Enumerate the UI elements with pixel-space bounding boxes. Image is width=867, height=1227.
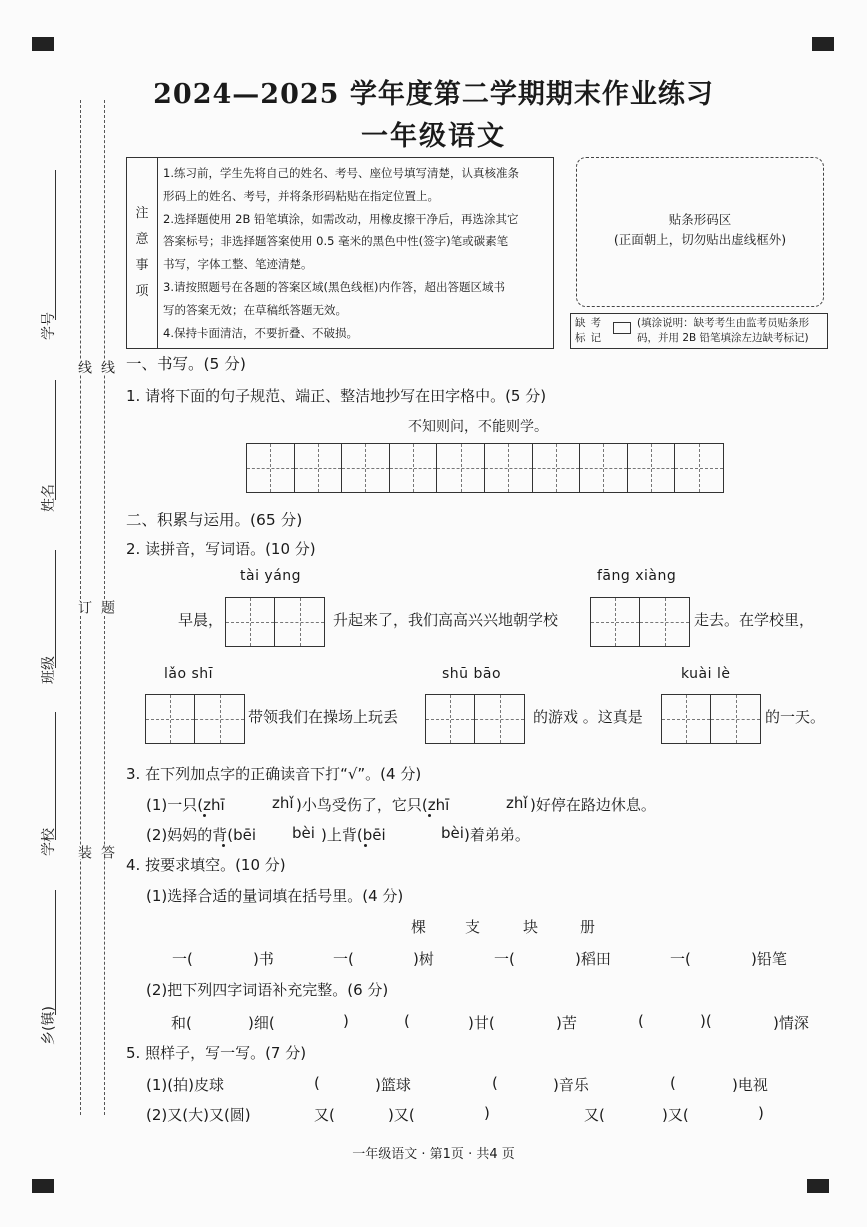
notice-label xyxy=(127,158,158,348)
corner-marker-top-left xyxy=(32,37,54,51)
fill-text: ( xyxy=(314,1074,320,1092)
tianzige-grid-q1[interactable] xyxy=(246,443,724,493)
answer-grid-kuaile[interactable] xyxy=(661,694,761,744)
fill-text: ) xyxy=(343,1012,349,1030)
fill-text: 一( xyxy=(670,950,691,968)
fill-text: ) xyxy=(758,1104,764,1122)
notice-box xyxy=(126,157,554,349)
fill-text: 和( xyxy=(171,1014,192,1032)
q3-item2-c: )上背(bēi xyxy=(321,826,386,844)
notice-line: 1.练习前，学生先将自己的姓名、考号、座位号填写清楚，认真核准条 xyxy=(163,166,519,180)
notice-line: 3.请按照题号在各题的答案区域(黑色线框)内作答，超出答题区域书 xyxy=(163,279,505,294)
fill-text: 又( xyxy=(314,1106,335,1124)
q3-item2-d: bèi xyxy=(441,824,464,842)
measure-word: 棵 xyxy=(411,918,427,936)
fill-text: )细( xyxy=(248,1014,275,1032)
q3-item1-d: zhǐ xyxy=(506,794,528,812)
q3-item2-a: (2)妈妈的背(bēi xyxy=(146,826,257,844)
fill-text: )甘( xyxy=(468,1014,495,1032)
margin-label-name: 姓名 xyxy=(41,484,57,512)
pinyin-kuaile: kuài lè xyxy=(681,666,731,682)
fill-text: )铅笔 xyxy=(751,950,787,968)
emphasis-dot xyxy=(203,814,206,817)
q3-item1-b: zhǐ xyxy=(272,794,294,812)
copy-sentence: 不知则问，不能则学。 xyxy=(408,419,548,435)
notice-label-char: 意 xyxy=(135,232,149,247)
margin-label-class: 班级 xyxy=(41,656,57,684)
margin-mark-staple: 订 xyxy=(76,600,92,614)
emphasis-dot xyxy=(428,814,431,817)
answer-grid-taiyang[interactable] xyxy=(225,597,325,647)
notice-line: 答案标号；非选择题答案使用 0.5 毫米的黑色中性(签字)笔或碳素笔 xyxy=(163,234,509,249)
notice-line: 4.保持卡面清洁，不要折叠、不破损。 xyxy=(163,325,358,340)
q5-example-1: (1)(拍)皮球 xyxy=(146,1076,224,1094)
section-2-heading: 二、积累与运用。(65 分) xyxy=(126,511,303,529)
fill-text: 一( xyxy=(333,950,354,968)
answer-grid-laoshi[interactable] xyxy=(145,694,245,744)
pinyin-fangxiang: fāng xiàng xyxy=(597,568,677,584)
fill-text: )又( xyxy=(662,1106,689,1124)
notice-label-char: 事 xyxy=(135,258,149,273)
measure-word: 块 xyxy=(523,918,539,936)
fill-text: ( xyxy=(670,1074,676,1092)
fill-text: )音乐 xyxy=(553,1076,589,1094)
fill-text: 一( xyxy=(494,950,515,968)
margin-blank-town xyxy=(55,890,56,1015)
margin-mark-line: 线 xyxy=(76,360,92,374)
q4-part1: (1)选择合适的量词填在括号里。(4 分) xyxy=(146,887,404,905)
q2-text-mid: 升起来了，我们高高兴兴地朝学校 xyxy=(333,611,559,629)
margin-blank-class xyxy=(55,550,56,668)
absent-mark-box xyxy=(570,313,828,349)
corner-marker-bottom-right xyxy=(807,1179,829,1193)
measure-word: 册 xyxy=(580,918,596,936)
notice-line: 书写，字体工整、笔迹清楚。 xyxy=(163,257,313,272)
barcode-note: (正面朝上，切勿贴出虚线框外) xyxy=(613,232,787,247)
q2-text-game: 的游戏 。这真是 xyxy=(533,708,643,726)
question-2: 2. 读拼音，写词语。(10 分) xyxy=(126,540,316,558)
answer-grid-shubao[interactable] xyxy=(425,694,525,744)
absent-note: (填涂说明：缺考考生由监考员贴条形码，并用 2B 铅笔填涂左边缺考标记) xyxy=(637,317,810,344)
fill-text: )树 xyxy=(413,950,434,968)
q3-item1-e: )好停在路边休息。 xyxy=(530,796,656,814)
margin-mark-answer: 答 xyxy=(99,845,115,859)
notice-label-char: 项 xyxy=(135,284,149,299)
q5-example-2: (2)又(大)又(圆) xyxy=(146,1106,251,1124)
fill-text: )( xyxy=(700,1012,712,1030)
margin-blank-school xyxy=(55,712,56,840)
fill-text: ( xyxy=(404,1012,410,1030)
fill-text: )电视 xyxy=(732,1076,768,1094)
absent-label: 缺考标记 xyxy=(575,317,606,344)
notice-items xyxy=(163,162,547,344)
question-1: 1. 请将下面的句子规范、端正、整洁地抄写在田字格中。(5 分) xyxy=(126,387,547,405)
fill-text: )又( xyxy=(388,1106,415,1124)
margin-label-student-id: 学号 xyxy=(41,312,57,340)
barcode-label: 贴条形码区 xyxy=(668,212,732,227)
pinyin-taiyang: tài yáng xyxy=(240,568,302,584)
q2-text-morning: 早晨， xyxy=(178,611,224,629)
notice-line: 写的答案无效；在草稿纸答题无效。 xyxy=(163,302,347,317)
margin-mark-line-2: 线 xyxy=(99,360,115,374)
q3-item2-e: )着弟弟。 xyxy=(464,826,530,844)
fill-text: )篮球 xyxy=(375,1076,411,1094)
fill-text: )苦 xyxy=(556,1014,577,1032)
margin-label-school: 学校 xyxy=(41,828,57,856)
emphasis-dot xyxy=(364,844,367,847)
margin-blank-name xyxy=(55,380,56,500)
notice-line: 2.选择题使用 2B 铅笔填涂，如需改动，用橡皮擦干净后，再选涂其它 xyxy=(163,211,519,226)
q3-item1-a: (1)一只(zhī xyxy=(146,796,225,814)
emphasis-dot xyxy=(222,844,225,847)
margin-label-town: 乡(镇) xyxy=(41,1006,57,1045)
barcode-area xyxy=(576,157,824,307)
pinyin-laoshi: lǎo shī xyxy=(164,666,214,682)
pinyin-shubao: shū bāo xyxy=(442,666,502,682)
margin-blank-student-id xyxy=(55,170,56,320)
notice-label-char: 注 xyxy=(135,206,149,221)
q3-item1-c: )小鸟受伤了，它只(zhī xyxy=(296,796,450,814)
fill-text: ( xyxy=(638,1012,644,1030)
q2-text-end: 走去。在学校里， xyxy=(694,611,815,629)
margin-mark-bind: 装 xyxy=(76,845,92,859)
fill-text: )情深 xyxy=(773,1014,809,1032)
question-3: 3. 在下列加点字的正确读音下打“√”。(4 分) xyxy=(126,765,422,783)
corner-marker-bottom-left xyxy=(32,1179,54,1193)
page-subtitle: 一年级语文 xyxy=(361,121,506,152)
page-title: 2024—2025 学年度第二学期期末作业练习 xyxy=(153,79,714,110)
question-5: 5. 照样子，写一写。(7 分) xyxy=(126,1044,307,1062)
fill-text: )稻田 xyxy=(575,950,611,968)
absent-checkbox[interactable] xyxy=(613,322,631,334)
fill-text: 一( xyxy=(172,950,193,968)
corner-marker-top-right xyxy=(812,37,834,51)
page-footer: 一年级语文 · 第1页 · 共4 页 xyxy=(352,1147,515,1162)
fill-text: 又( xyxy=(584,1106,605,1124)
q2-text-day: 的一天。 xyxy=(765,708,826,726)
notice-line: 形码上的姓名、考号，并将条形码粘贴在指定位置上。 xyxy=(163,188,439,203)
q4-part2: (2)把下列四字词语补充完整。(6 分) xyxy=(146,981,389,999)
answer-grid-fangxiang[interactable] xyxy=(590,597,690,647)
q2-text-lead: 带领我们在操场上玩丢 xyxy=(248,708,399,726)
measure-word: 支 xyxy=(465,918,481,936)
question-4: 4. 按要求填空。(10 分) xyxy=(126,856,286,874)
section-1-heading: 一、书写。(5 分) xyxy=(126,355,246,373)
margin-mark-question: 题 xyxy=(99,600,115,614)
fill-text: ( xyxy=(492,1074,498,1092)
q3-item2-b: bèi xyxy=(292,824,315,842)
fill-text: )书 xyxy=(253,950,274,968)
fill-text: ) xyxy=(484,1104,490,1122)
